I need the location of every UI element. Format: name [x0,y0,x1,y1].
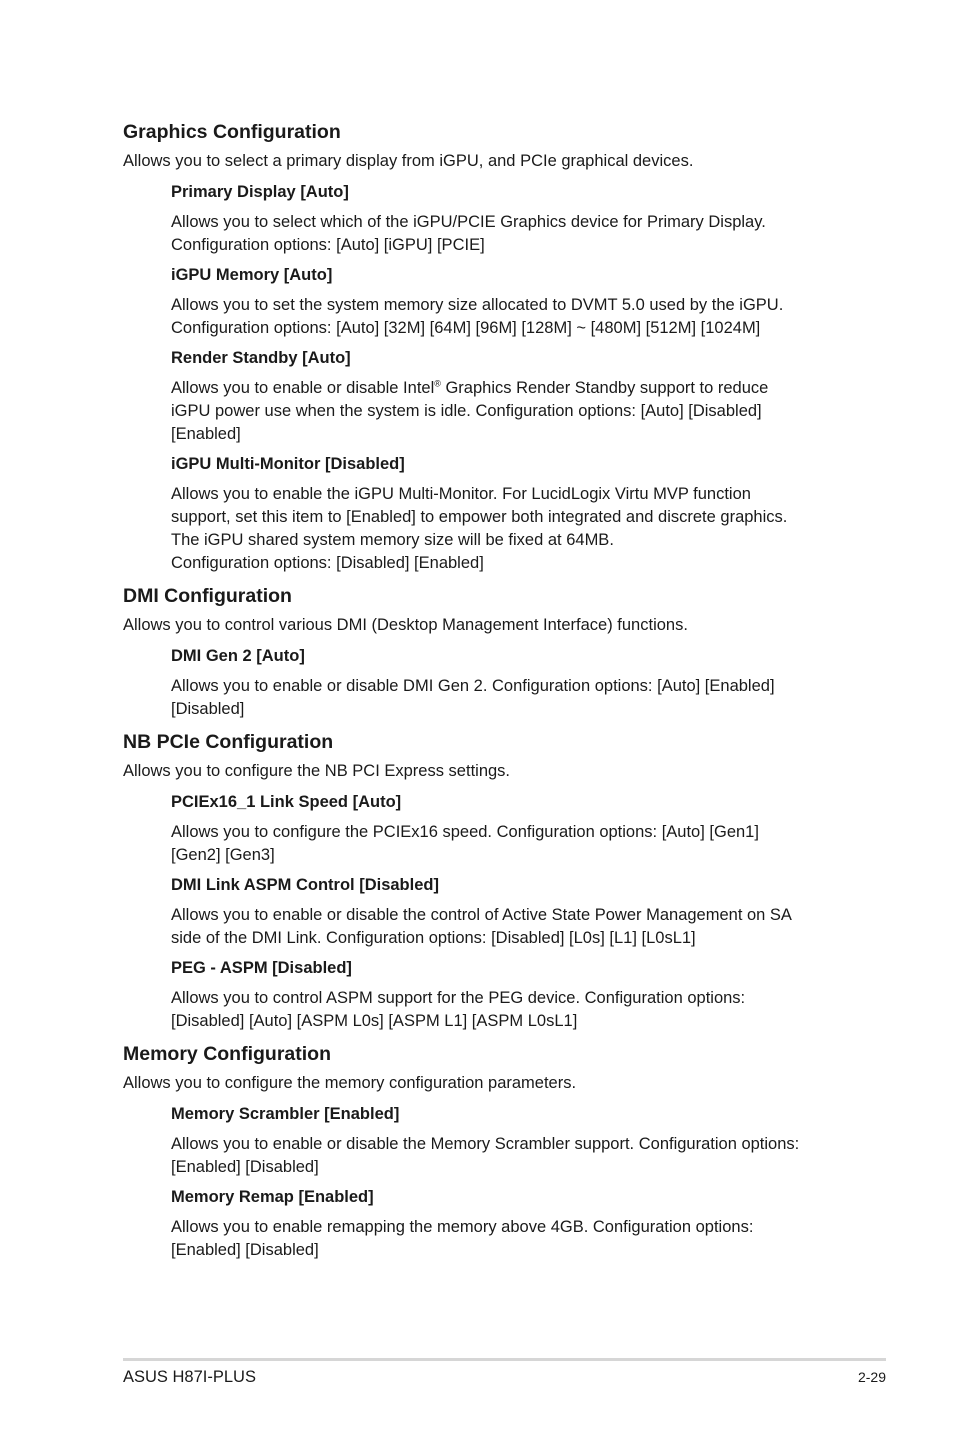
section-title: NB PCIe Configuration [123,731,334,753]
item-description-line [171,377,843,400]
manual-page-content [123,119,843,1269]
item-memory-scrambler [171,1103,843,1179]
item-description-line: Allows you to set the system memory size allocated to DVMT 5.0 used by the iGPU. [171,296,784,314]
item-description-line: [Disabled] [171,700,245,718]
item-description-line: Allows you to enable or disable the Memory Scrambler support. Configuration options: [171,1135,800,1153]
item-igpu-memory [171,264,843,340]
item-description [171,904,843,950]
registered-mark: ® [434,378,441,389]
item-description-line: Allows you to control ASPM support for the PEG device. Configuration options: [171,989,746,1007]
item-primary-display [171,181,843,257]
item-description-line: Allows you to enable remapping the memory above 4GB. Configuration options: [171,1218,754,1236]
item-description-line: [Enabled] [171,425,241,443]
item-description-line: Configuration options: [Disabled] [Enabled] [171,554,484,572]
section-title: Graphics Configuration [123,121,341,143]
text-run: Graphics Render Standby support to reduce [440,379,769,397]
item-description-line: Configuration options: [Auto] [iGPU] [PCIE] [171,236,485,254]
item-description [171,483,843,575]
item-render-standby [171,347,843,446]
item-title: PEG - ASPM [Disabled] [171,959,352,977]
section-description: Allows you to configure the memory configuration parameters. [123,1074,577,1092]
item-description-line: [Disabled] [Auto] [ASPM L0s] [ASPM L1] [ASPM L0sL1] [171,1012,578,1030]
item-description [171,987,843,1033]
item-description [171,675,843,721]
item-description [171,1133,843,1179]
footer-page-number: 2-29 [857,1369,886,1385]
item-title: Memory Scrambler [Enabled] [171,1105,400,1123]
footer-product-name: ASUS H87I-PLUS [123,1368,256,1386]
item-description [171,1216,843,1262]
item-description-line: iGPU power use when the system is idle. Configuration options: [Auto] [Disabled] [171,402,762,420]
item-description-line: Allows you to select which of the iGPU/PCIE Graphics device for Primary Display. [171,213,766,231]
footer-divider [123,1358,886,1361]
item-description [171,821,843,867]
section-graphics-configuration [123,119,843,575]
item-title: DMI Gen 2 [Auto] [171,647,305,665]
item-title: Render Standby [Auto] [171,349,351,367]
item-description-line: Allows you to enable or disable DMI Gen 2. Configuration options: [Auto] [Enabled] [171,677,775,695]
item-title: Primary Display [Auto] [171,183,349,201]
item-dmi-gen2 [171,645,843,721]
item-description [171,294,843,340]
item-title: PCIEx16_1 Link Speed [Auto] [171,793,402,811]
text-run: Allows you to enable or disable Intel [171,379,435,397]
item-description-line: Allows you to enable the iGPU Multi-Monitor. For LucidLogix Virtu MVP function [171,485,751,503]
section-description: Allows you to select a primary display from iGPU, and PCIe graphical devices. [123,152,694,170]
item-title: Memory Remap [Enabled] [171,1188,374,1206]
item-igpu-multi-monitor [171,453,843,575]
item-memory-remap [171,1186,843,1262]
item-description-line: [Enabled] [Disabled] [171,1158,319,1176]
section-description: Allows you to control various DMI (Desktop Management Interface) functions. [123,616,688,634]
item-pciex16-link-speed [171,791,843,867]
item-title: iGPU Multi-Monitor [Disabled] [171,455,405,473]
page-footer [123,1358,886,1386]
item-dmi-link-aspm-control [171,874,843,950]
item-description-line: [Gen2] [Gen3] [171,846,275,864]
section-memory-configuration [123,1041,843,1262]
item-description-line: Configuration options: [Auto] [32M] [64M] [96M] [128M] ~ [480M] [512M] [1024M] [171,319,761,337]
section-nb-pcie-configuration [123,729,843,1033]
section-dmi-configuration [123,583,843,721]
item-description-line: Allows you to configure the PCIEx16 speed. Configuration options: [Auto] [Gen1] [171,823,759,841]
item-description-line: [Enabled] [Disabled] [171,1241,319,1259]
item-title: iGPU Memory [Auto] [171,266,333,284]
item-description-line: support, set this item to [Enabled] to empower both integrated and discrete graphics. [171,508,788,526]
item-description-line: Allows you to enable or disable the control of Active State Power Management on SA [171,906,792,924]
item-peg-aspm [171,957,843,1033]
item-description [171,377,843,446]
item-description [171,211,843,257]
item-title: DMI Link ASPM Control [Disabled] [171,876,439,894]
section-title: Memory Configuration [123,1043,331,1065]
section-title: DMI Configuration [123,585,292,607]
section-description: Allows you to configure the NB PCI Express settings. [123,762,511,780]
item-description-line: side of the DMI Link. Configuration options: [Disabled] [L0s] [L1] [L0sL1] [171,929,696,947]
item-description-line: The iGPU shared system memory size will be fixed at 64MB. [171,531,614,549]
